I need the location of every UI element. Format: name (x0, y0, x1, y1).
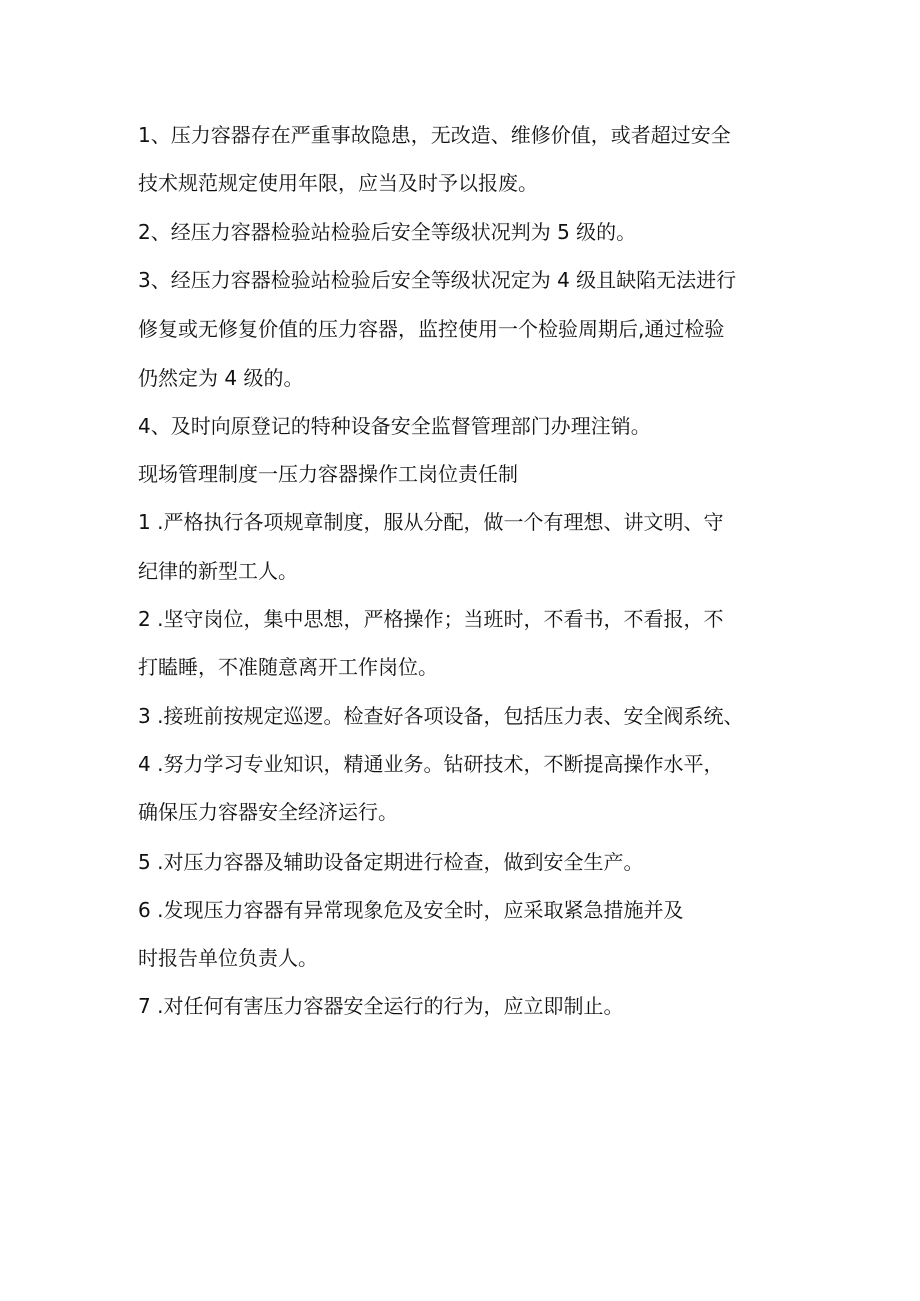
duty-rule-6-line-2: 时报告单位负责人。 (138, 946, 318, 970)
scrap-item-3-line-1: 3、经压力容器检验站检验后安全等级状况定为 4 级且缺陷无法进行 (138, 268, 737, 292)
duty-rule-4-line-1: 4 .努力学习专业知识，精通业务。钻研技术，不断提高操作水平， (138, 752, 724, 776)
duty-rule-2-line-1: 2 .坚守岗位，集中思想，严格操作；当班时，不看书，不看报，不 (138, 607, 724, 631)
duty-rule-6-line-1: 6 .发现压力容器有异常现象危及安全时，应采取紧急措施并及 (138, 898, 684, 922)
scrap-item-4: 4、及时向原登记的特种设备安全监督管理部门办理注销。 (138, 414, 651, 438)
duty-rule-1-line-2: 纪律的新型工人。 (138, 559, 298, 583)
duty-rule-5: 5 .对压力容器及辅助设备定期进行检查，做到安全生产。 (138, 850, 644, 874)
section-title: 现场管理制度一压力容器操作工岗位责任制 (138, 462, 518, 486)
duty-rule-2-line-2: 打瞌睡，不准随意离开工作岗位。 (138, 655, 438, 679)
duty-rule-1-line-1: 1 .严格执行各项规章制度，服从分配，做一个有理想、讲文明、守 (138, 510, 724, 534)
scrap-item-2: 2、经压力容器检验站检验后安全等级状况判为 5 级的。 (138, 220, 637, 244)
scrap-item-1-line-1: 1、压力容器存在严重事故隐患，无改造、维修价值，或者超过安全 (138, 123, 731, 147)
duty-rule-7: 7 .对任何有害压力容器安全运行的行为，应立即制止。 (138, 994, 624, 1018)
scrap-item-3-line-3: 仍然定为 4 级的。 (138, 366, 304, 390)
duty-rule-4-line-2: 确保压力容器安全经济运行。 (138, 800, 398, 824)
scrap-item-3-line-2: 修复或无修复价值的压力容器，监控使用一个检验周期后,通过检验 (138, 317, 725, 341)
scrap-item-1-line-2: 技术规范规定使用年限，应当及时予以报废。 (138, 171, 538, 195)
duty-rule-3: 3 .接班前按规定巡逻。检查好各项设备，包括压力表、安全阀系统、 (138, 704, 744, 728)
